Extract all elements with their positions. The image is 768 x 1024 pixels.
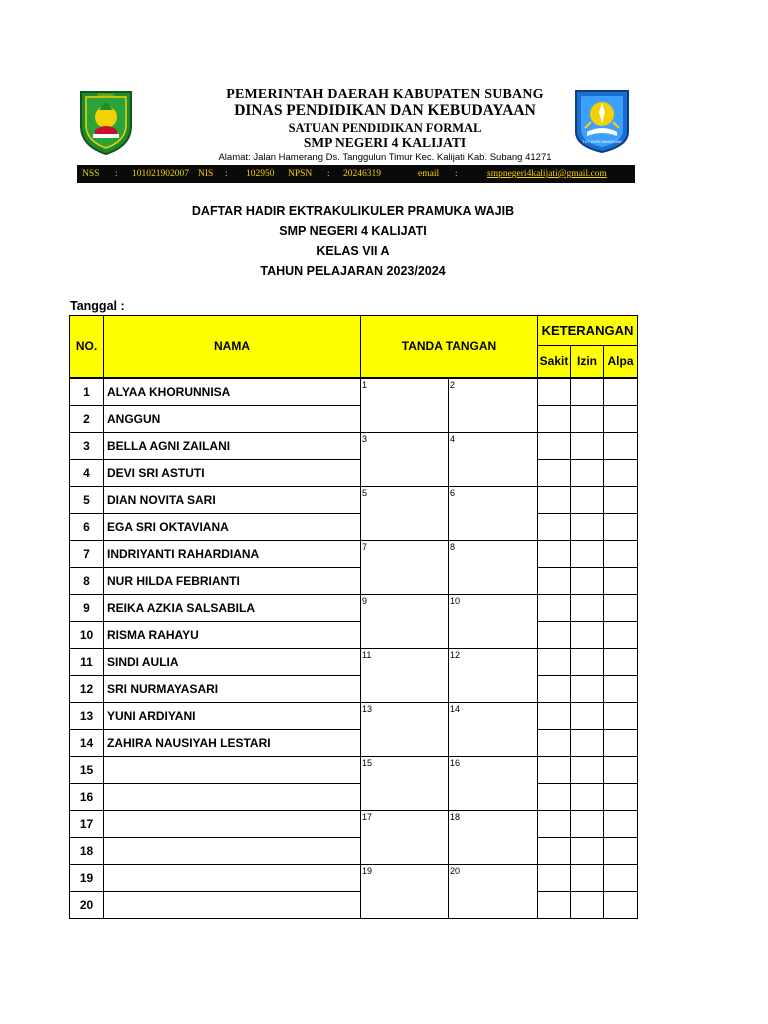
table-row [70,459,638,486]
title-line-1: DAFTAR HADIR EKTRAKULIKULER PRAMUKA WAJIB [191,204,515,218]
izin-cell[interactable] [571,648,604,675]
sakit-cell[interactable] [538,405,571,432]
nss-value: 101021902007 [132,169,189,179]
signature-cell-right[interactable] [449,756,538,810]
sakit-cell[interactable] [538,891,571,918]
signature-cell-left[interactable] [361,864,449,918]
izin-cell[interactable] [571,891,604,918]
signature-cell-left[interactable] [361,432,449,486]
table-row [70,810,638,837]
row-number: 6 [70,513,104,540]
table-row [70,621,638,648]
row-number: 7 [70,540,104,567]
signature-number: 8 [450,541,456,552]
izin-cell[interactable] [571,810,604,837]
izin-cell[interactable] [571,459,604,486]
sakit-cell[interactable] [538,513,571,540]
government-name: PEMERINTAH DAERAH KABUPATEN SUBANG [226,87,544,102]
nis-separator: : [225,169,228,179]
signature-cell-left[interactable] [361,702,449,756]
student-name: BELLA AGNI ZAILANI [104,432,361,459]
department-name: DINAS PENDIDIKAN DAN KEBUDAYAAN [234,102,536,119]
header-izin: Izin [571,346,604,378]
school-address: Alamat: Jalan Hamerang Ds. Tanggulun Timur Kec. Kalijati Kab. Subang 41271 [218,151,552,163]
sakit-cell[interactable] [538,459,571,486]
email-separator: : [455,169,458,179]
signature-cell-left[interactable] [361,648,449,702]
izin-cell[interactable] [571,486,604,513]
sakit-cell[interactable] [538,540,571,567]
alpa-cell[interactable] [604,432,638,459]
alpa-cell[interactable] [604,648,638,675]
student-name: ANGGUN [104,405,361,432]
letterhead [0,0,768,190]
student-name [104,837,361,864]
signature-number: 20 [450,865,461,876]
student-name [104,756,361,783]
table-row [70,675,638,702]
sakit-cell[interactable] [538,378,571,406]
row-number: 14 [70,729,104,756]
alpa-cell[interactable] [604,810,638,837]
table-row [70,891,638,918]
signature-cell-right[interactable] [449,810,538,864]
document-title [180,201,526,281]
row-number: 3 [70,432,104,459]
alpa-cell[interactable] [604,702,638,729]
student-name: DEVI SRI ASTUTI [104,459,361,486]
izin-cell[interactable] [571,837,604,864]
row-number: 18 [70,837,104,864]
alpa-cell[interactable] [604,837,638,864]
izin-cell[interactable] [571,432,604,459]
unit-name: SATUAN PENDIDIKAN FORMAL [288,120,482,135]
alpa-cell[interactable] [604,567,638,594]
attendance-rows [70,378,638,919]
alpa-cell[interactable] [604,486,638,513]
table-row [70,594,638,621]
signature-number: 10 [450,595,461,606]
izin-cell[interactable] [571,594,604,621]
student-name: ALYAA KHORUNNISA [104,378,361,406]
signature-number: 12 [450,649,461,660]
signature-number: 11 [362,649,372,660]
row-number: 17 [70,810,104,837]
row-number: 16 [70,783,104,810]
subang-regency-logo [77,86,135,156]
student-name [104,891,361,918]
school-name: SMP NEGERI 4 KALIJATI [303,135,467,150]
student-name: INDRIYANTI RAHARDIANA [104,540,361,567]
signature-number: 13 [362,703,373,714]
sakit-cell[interactable] [538,432,571,459]
signature-number: 16 [450,757,461,768]
signature-number: 2 [450,379,456,390]
sakit-cell[interactable] [538,729,571,756]
student-name: EGA SRI OKTAVIANA [104,513,361,540]
alpa-cell[interactable] [604,864,638,891]
title-line-2: SMP NEGERI 4 KALIJATI [279,224,427,238]
npsn-label: NPSN [288,169,313,179]
sakit-cell[interactable] [538,567,571,594]
alpa-cell[interactable] [604,594,638,621]
title-line-3: KELAS VII A [316,244,390,258]
student-name: NUR HILDA FEBRIANTI [104,567,361,594]
izin-cell[interactable] [571,378,604,406]
row-number: 20 [70,891,104,918]
sakit-cell[interactable] [538,756,571,783]
sakit-cell[interactable] [538,594,571,621]
signature-cell-right[interactable] [449,486,538,540]
header-nama: NAMA [104,316,361,378]
sakit-cell[interactable] [538,621,571,648]
email-value[interactable]: smpnegeri4kalijati@gmail.com [487,169,607,179]
attendance-table [69,315,638,919]
email-label: email [418,169,440,179]
title-line-4: TAHUN PELAJARAN 2023/2024 [260,264,446,278]
signature-cell-right[interactable] [449,378,538,433]
sakit-cell[interactable] [538,783,571,810]
alpa-cell[interactable] [604,621,638,648]
row-number: 11 [70,648,104,675]
nis-label: NIS [198,169,214,179]
izin-cell[interactable] [571,675,604,702]
alpa-cell[interactable] [604,405,638,432]
table-row [70,540,638,567]
header-alpa: Alpa [604,346,638,378]
alpa-cell[interactable] [604,540,638,567]
table-row [70,702,638,729]
sakit-cell[interactable] [538,810,571,837]
sakit-cell[interactable] [538,864,571,891]
row-number: 4 [70,459,104,486]
student-name: ZAHIRA NAUSIYAH LESTARI [104,729,361,756]
nss-separator: : [115,169,118,179]
izin-cell[interactable] [571,567,604,594]
signature-number: 14 [450,703,461,714]
izin-cell[interactable] [571,729,604,756]
signature-number: 7 [362,541,368,552]
alpa-cell[interactable] [604,729,638,756]
npsn-separator: : [327,169,330,179]
sakit-cell[interactable] [538,837,571,864]
signature-number: 18 [450,811,461,822]
row-number: 9 [70,594,104,621]
signature-cell-left[interactable] [361,756,449,810]
izin-cell[interactable] [571,783,604,810]
signature-number: 17 [362,811,373,822]
row-number: 10 [70,621,104,648]
student-name: SINDI AULIA [104,648,361,675]
svg-text:TUT WURI HANDAYANI: TUT WURI HANDAYANI [582,140,622,144]
table-row [70,405,638,432]
row-number: 12 [70,675,104,702]
alpa-cell[interactable] [604,891,638,918]
signature-cell-right[interactable] [449,540,538,594]
alpa-cell[interactable] [604,513,638,540]
table-row [70,756,638,783]
signature-cell-right[interactable] [449,432,538,486]
sakit-cell[interactable] [538,675,571,702]
header-tanda-tangan: TANDA TANGAN [361,316,538,378]
alpa-cell[interactable] [604,378,638,406]
table-row [70,378,638,406]
signature-number: 4 [450,433,456,444]
tut-wuri-handayani-logo [573,88,631,154]
signature-number: 1 [362,379,368,390]
alpa-cell[interactable] [604,783,638,810]
alpa-cell[interactable] [604,675,638,702]
table-row [70,648,638,675]
table-row [70,486,638,513]
row-number: 2 [70,405,104,432]
row-number: 5 [70,486,104,513]
signature-cell-right[interactable] [449,702,538,756]
row-number: 15 [70,756,104,783]
school-id-bar [77,165,635,183]
sakit-cell[interactable] [538,486,571,513]
row-number: 13 [70,702,104,729]
izin-cell[interactable] [571,621,604,648]
header-sakit: Sakit [538,346,571,378]
student-name: RISMA RAHAYU [104,621,361,648]
signature-cell-right[interactable] [449,864,538,918]
row-number: 1 [70,378,104,406]
table-row [70,783,638,810]
signature-number: 9 [362,595,368,606]
student-name: YUNI ARDIYANI [104,702,361,729]
signature-cell-right[interactable] [449,648,538,702]
table-row [70,837,638,864]
nss-label: NSS [82,169,100,179]
izin-cell[interactable] [571,405,604,432]
signature-cell-left[interactable] [361,486,449,540]
izin-cell[interactable] [571,513,604,540]
student-name: REIKA AZKIA SALSABILA [104,594,361,621]
izin-cell[interactable] [571,540,604,567]
signature-number: 15 [362,757,373,768]
signature-number: 6 [450,487,456,498]
table-row [70,432,638,459]
svg-text:SUBANG: SUBANG [97,92,115,97]
signature-cell-left[interactable] [361,540,449,594]
table-row [70,513,638,540]
student-name: SRI NURMAYASARI [104,675,361,702]
nis-value: 102950 [246,169,275,179]
signature-number: 5 [362,487,368,498]
header-keterangan: KETERANGAN [538,316,638,346]
izin-cell[interactable] [571,864,604,891]
alpa-cell[interactable] [604,459,638,486]
signature-number: 3 [362,433,368,444]
student-name [104,810,361,837]
letterhead-text [150,88,620,162]
table-row [70,567,638,594]
signature-cell-left[interactable] [361,378,449,433]
table-row [70,864,638,891]
student-name [104,783,361,810]
date-label: Tanggal : [70,299,125,313]
npsn-value: 20246319 [343,169,381,179]
alpa-cell[interactable] [604,756,638,783]
header-no: NO. [70,316,104,378]
izin-cell[interactable] [571,756,604,783]
row-number: 19 [70,864,104,891]
signature-number: 19 [362,865,373,876]
student-name: DIAN NOVITA SARI [104,486,361,513]
signature-cell-left[interactable] [361,810,449,864]
signature-cell-left[interactable] [361,594,449,648]
table-row [70,729,638,756]
row-number: 8 [70,567,104,594]
signature-cell-right[interactable] [449,594,538,648]
sakit-cell[interactable] [538,702,571,729]
sakit-cell[interactable] [538,648,571,675]
student-name [104,864,361,891]
izin-cell[interactable] [571,702,604,729]
